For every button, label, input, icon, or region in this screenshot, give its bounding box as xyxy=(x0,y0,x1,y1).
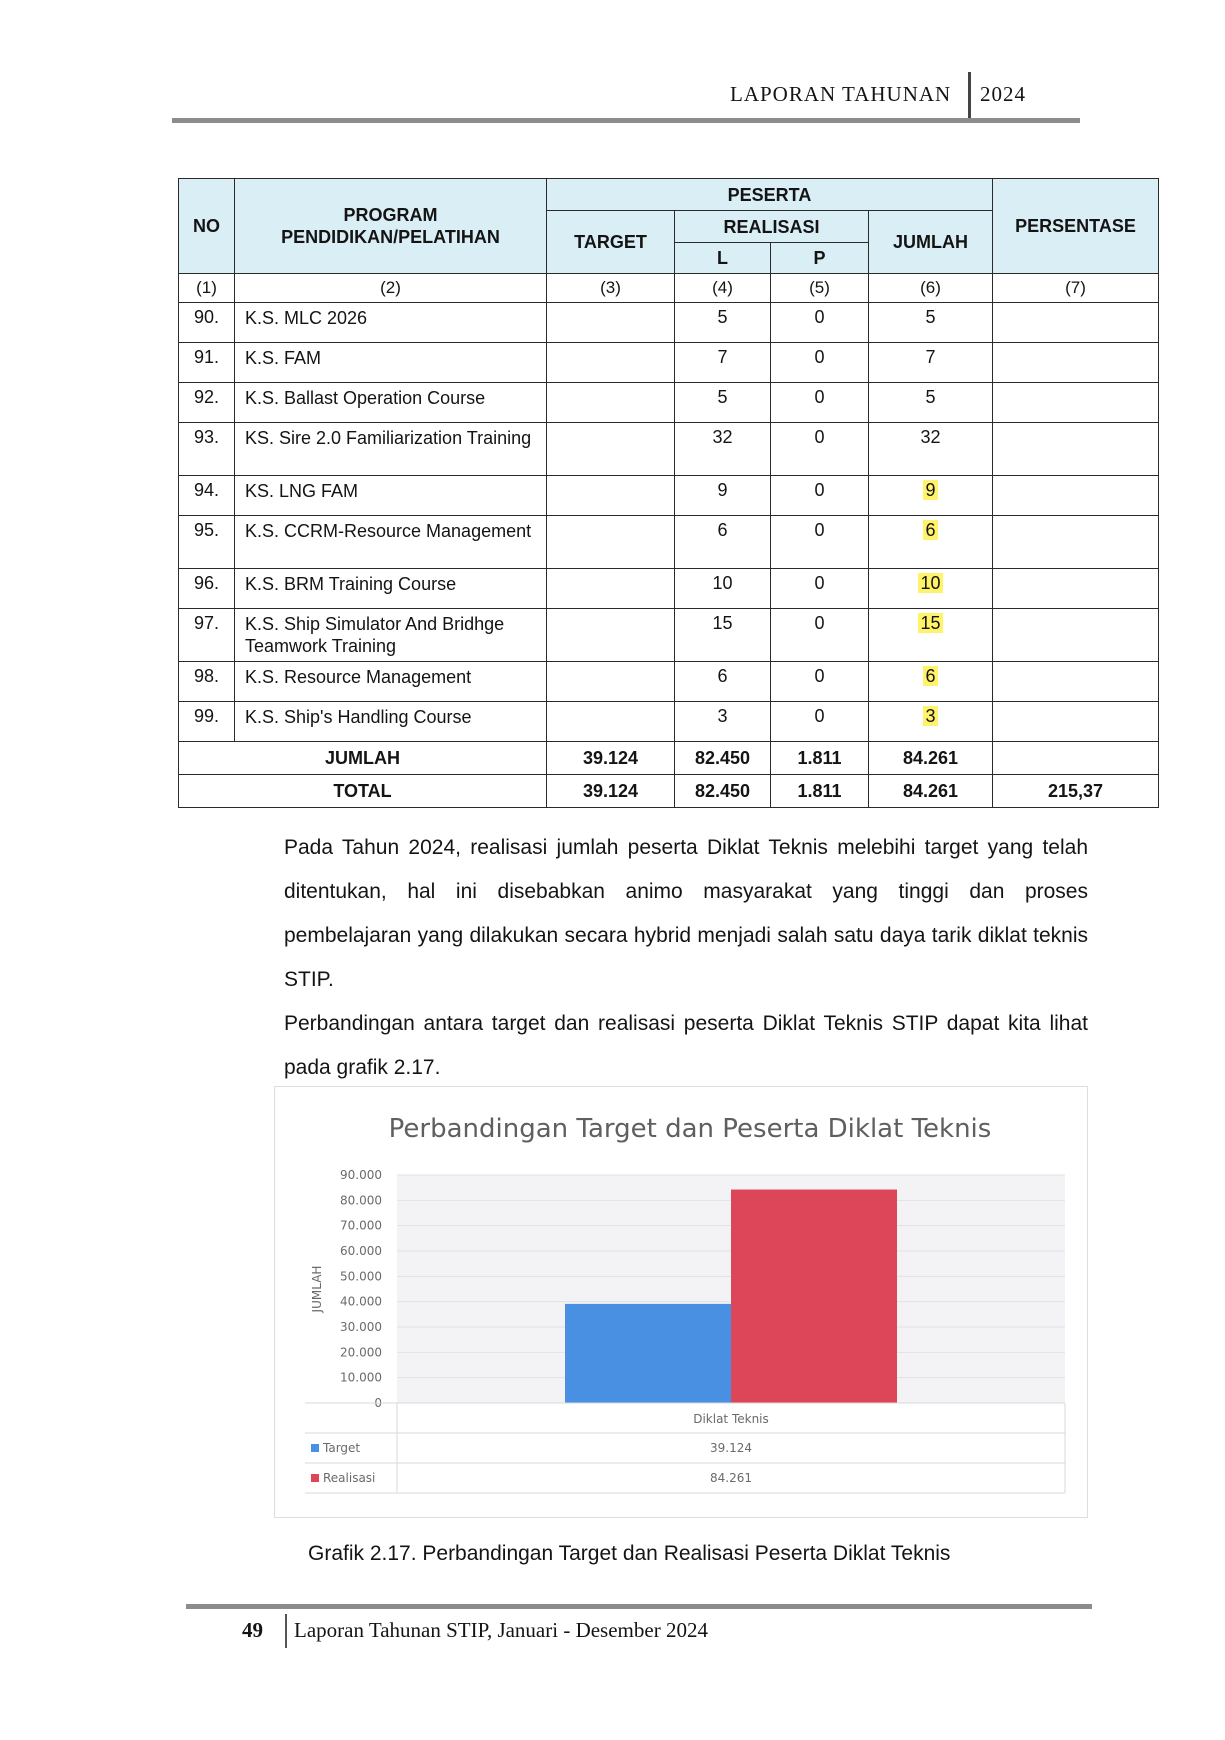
jumlah-highlight: 9 xyxy=(925,480,936,500)
y-tick-label: 80.000 xyxy=(340,1193,382,1208)
realisasi-l-cell: 5 xyxy=(675,383,771,423)
jumlah-highlight: 10 xyxy=(920,573,941,593)
y-tick-label: 90.000 xyxy=(340,1168,382,1182)
program-name: K.S. Ship's Handling Course xyxy=(235,702,547,742)
row-number: 94. xyxy=(179,476,235,516)
col-header-jumlah: JUMLAH xyxy=(869,211,993,274)
target-cell xyxy=(547,383,675,423)
col-header-persentase: PERSENTASE xyxy=(993,179,1159,274)
data-label-realisasi: 84.261 xyxy=(710,1471,752,1485)
realisasi-l-cell: 10 xyxy=(675,569,771,609)
jumlah-row-target: 39.124 xyxy=(547,742,675,775)
persentase-cell xyxy=(993,569,1159,609)
jumlah-row-jumlah: 84.261 xyxy=(869,742,993,775)
col-header-realisasi: REALISASI xyxy=(675,211,869,243)
bar-realisasi xyxy=(731,1190,897,1403)
target-cell xyxy=(547,343,675,383)
table-row xyxy=(179,383,1159,423)
col-header-l: L xyxy=(675,243,771,274)
footer-separator xyxy=(285,1614,287,1648)
realisasi-l-cell: 6 xyxy=(675,662,771,702)
jumlah-cell xyxy=(869,662,993,702)
total-row xyxy=(179,775,1159,808)
target-cell xyxy=(547,609,675,662)
jumlah-row-persentase xyxy=(993,742,1159,775)
footer-rule xyxy=(186,1604,1092,1609)
table-row xyxy=(179,609,1159,662)
program-name: K.S. Resource Management xyxy=(235,662,547,702)
legend-swatch-target xyxy=(311,1444,319,1452)
data-label-target: 39.124 xyxy=(710,1441,752,1455)
legend-label-target: Target xyxy=(323,1441,361,1455)
total-row-persentase: 215,37 xyxy=(993,775,1159,808)
jumlah-cell xyxy=(869,702,993,742)
persentase-cell xyxy=(993,383,1159,423)
y-tick-label: 0 xyxy=(374,1396,382,1410)
realisasi-p-cell: 0 xyxy=(771,343,869,383)
column-number: (3) xyxy=(547,274,675,303)
realisasi-p-cell: 0 xyxy=(771,662,869,702)
realisasi-p-cell: 0 xyxy=(771,516,869,569)
row-number: 95. xyxy=(179,516,235,569)
y-tick-label: 20.000 xyxy=(340,1345,382,1360)
target-cell xyxy=(547,516,675,569)
body-paragraph: Perbandingan antara target dan realisasi peserta Diklat Teknis STIP dapat kita lihat pada grafik 2.17. xyxy=(284,1012,1088,1079)
jumlah-cell: 7 xyxy=(869,343,993,383)
jumlah-highlight: 3 xyxy=(925,706,936,726)
program-name: KS. Sire 2.0 Familiarization Training xyxy=(235,423,547,476)
row-number: 93. xyxy=(179,423,235,476)
y-tick-label: 30.000 xyxy=(340,1320,382,1334)
realisasi-p-cell: 0 xyxy=(771,423,869,476)
realisasi-l-cell: 5 xyxy=(675,303,771,343)
col-header-program: PROGRAM PENDIDIKAN/PELATIHAN xyxy=(235,179,547,274)
target-cell xyxy=(547,662,675,702)
jumlah-cell xyxy=(869,516,993,569)
body-paragraph: Pada Tahun 2024, realisasi jumlah peserta Diklat Teknis melebihi target yang telah ditentukan, hal ini disebabkan animo masyarakat yang tinggi dan proses pembelajaran yang dilakukan secara hybrid menjadi salah satu daya tarik diklat teknis STIP. xyxy=(284,836,1088,991)
participants-table xyxy=(178,178,1159,808)
table-row xyxy=(179,702,1159,742)
jumlah-cell: 5 xyxy=(869,303,993,343)
table-row xyxy=(179,303,1159,343)
col-header-peserta: PESERTA xyxy=(547,179,993,211)
program-name: K.S. FAM xyxy=(235,343,547,383)
persentase-cell xyxy=(993,303,1159,343)
header-rule xyxy=(172,118,1080,123)
target-cell xyxy=(547,569,675,609)
table-row xyxy=(179,423,1159,476)
jumlah-cell: 5 xyxy=(869,383,993,423)
chart-title: Perbandingan Target dan Peserta Diklat Teknis xyxy=(388,1114,992,1144)
x-category-label: Diklat Teknis xyxy=(693,1412,769,1426)
column-number: (5) xyxy=(771,274,869,303)
report-header-year: 2024 xyxy=(980,82,1026,106)
realisasi-p-cell: 0 xyxy=(771,609,869,662)
realisasi-p-cell: 0 xyxy=(771,569,869,609)
realisasi-p-cell: 0 xyxy=(771,476,869,516)
bar-target xyxy=(565,1304,731,1403)
table-row xyxy=(179,662,1159,702)
y-tick-label: 10.000 xyxy=(340,1370,382,1385)
row-number: 92. xyxy=(179,383,235,423)
persentase-cell xyxy=(993,343,1159,383)
legend-label-realisasi: Realisasi xyxy=(323,1471,376,1485)
jumlah-highlight: 6 xyxy=(925,520,936,540)
persentase-cell xyxy=(993,702,1159,742)
realisasi-l-cell: 9 xyxy=(675,476,771,516)
jumlah-row xyxy=(179,742,1159,775)
col-header-no: NO xyxy=(179,179,235,274)
row-number: 91. xyxy=(179,343,235,383)
target-cell xyxy=(547,423,675,476)
y-tick-label: 60.000 xyxy=(340,1244,382,1258)
jumlah-cell xyxy=(869,569,993,609)
total-row-p: 1.811 xyxy=(771,775,869,808)
jumlah-cell: 32 xyxy=(869,423,993,476)
y-tick-label: 50.000 xyxy=(340,1269,382,1284)
total-row-l: 82.450 xyxy=(675,775,771,808)
realisasi-p-cell: 0 xyxy=(771,303,869,343)
col-header-p: P xyxy=(771,243,869,274)
header-separator xyxy=(968,72,971,118)
program-name: K.S. MLC 2026 xyxy=(235,303,547,343)
realisasi-l-cell: 7 xyxy=(675,343,771,383)
y-tick-label: 40.000 xyxy=(340,1294,382,1309)
total-row-target: 39.124 xyxy=(547,775,675,808)
y-tick-label: 70.000 xyxy=(340,1218,382,1233)
jumlah-cell xyxy=(869,609,993,662)
legend-swatch-realisasi xyxy=(311,1474,319,1482)
program-name: K.S. Ballast Operation Course xyxy=(235,383,547,423)
y-axis-label: JUMLAH xyxy=(310,1265,324,1313)
jumlah-row-p: 1.811 xyxy=(771,742,869,775)
jumlah-highlight: 15 xyxy=(920,613,941,633)
target-cell xyxy=(547,303,675,343)
realisasi-l-cell: 6 xyxy=(675,516,771,569)
column-number: (2) xyxy=(235,274,547,303)
realisasi-l-cell: 15 xyxy=(675,609,771,662)
table-row xyxy=(179,569,1159,609)
column-number: (1) xyxy=(179,274,235,303)
table-row xyxy=(179,343,1159,383)
column-number: (6) xyxy=(869,274,993,303)
table-row xyxy=(179,476,1159,516)
total-row-label: TOTAL xyxy=(179,775,547,808)
row-number: 99. xyxy=(179,702,235,742)
target-cell xyxy=(547,702,675,742)
realisasi-p-cell: 0 xyxy=(771,383,869,423)
row-number: 90. xyxy=(179,303,235,343)
bar-chart xyxy=(274,1086,1088,1518)
col-header-target: TARGET xyxy=(547,211,675,274)
jumlah-cell xyxy=(869,476,993,516)
target-cell xyxy=(547,476,675,516)
persentase-cell xyxy=(993,516,1159,569)
program-name: K.S. BRM Training Course xyxy=(235,569,547,609)
table-row xyxy=(179,516,1159,569)
realisasi-l-cell: 3 xyxy=(675,702,771,742)
chart-canvas xyxy=(275,1087,1087,1517)
row-number: 98. xyxy=(179,662,235,702)
column-number: (4) xyxy=(675,274,771,303)
page-number: 49 xyxy=(242,1618,263,1642)
realisasi-p-cell: 0 xyxy=(771,702,869,742)
program-name: K.S. CCRM-Resource Management xyxy=(235,516,547,569)
row-number: 97. xyxy=(179,609,235,662)
program-name: KS. LNG FAM xyxy=(235,476,547,516)
figure-caption: Grafik 2.17. Perbandingan Target dan Realisasi Peserta Diklat Teknis xyxy=(308,1542,951,1565)
realisasi-l-cell: 32 xyxy=(675,423,771,476)
column-number: (7) xyxy=(993,274,1159,303)
jumlah-row-l: 82.450 xyxy=(675,742,771,775)
jumlah-highlight: 6 xyxy=(925,666,936,686)
jumlah-row-label: JUMLAH xyxy=(179,742,547,775)
persentase-cell xyxy=(993,476,1159,516)
program-name: K.S. Ship Simulator And Bridhge Teamwork Training xyxy=(235,609,547,662)
persentase-cell xyxy=(993,662,1159,702)
report-header-title: LAPORAN TAHUNAN xyxy=(730,82,952,106)
persentase-cell xyxy=(993,423,1159,476)
total-row-jumlah: 84.261 xyxy=(869,775,993,808)
footer-text: Laporan Tahunan STIP, Januari - Desember 2024 xyxy=(294,1618,708,1642)
persentase-cell xyxy=(993,609,1159,662)
row-number: 96. xyxy=(179,569,235,609)
